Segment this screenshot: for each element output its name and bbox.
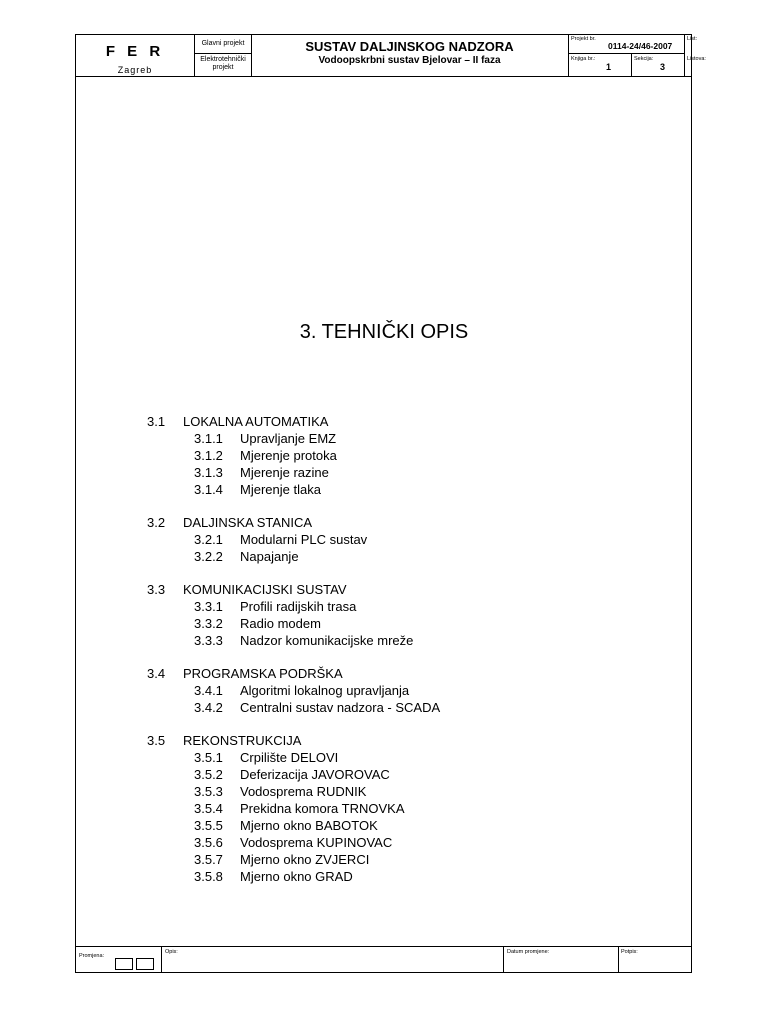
toc-subsection-number: 3.5.7 [194, 852, 223, 867]
description-label: Opis: [165, 949, 178, 955]
header-divider [684, 35, 685, 76]
toc-subsection-title: Vodosprema KUPINOVAC [240, 835, 393, 850]
change-date-label: Datum promjene: [507, 949, 550, 955]
toc-subsection-number: 3.3.2 [194, 616, 223, 631]
project-type-electrical: Elektrotehnički projekt [200, 56, 246, 71]
toc-subsection [147, 615, 440, 632]
toc-subsection [147, 817, 440, 834]
toc-subsection-title: Napajanje [240, 549, 299, 564]
toc-subsection-number: 3.5.8 [194, 869, 223, 884]
toc-subsection-number: 3.1.4 [194, 482, 223, 497]
project-no-value: 0114-24/46-2007 [608, 41, 673, 51]
toc-subsection [147, 749, 440, 766]
toc-subsection-title: Algoritmi lokalnog upravljanja [240, 683, 410, 698]
footer-divider [503, 946, 504, 972]
toc-subsection-title: Mjerenje razine [240, 465, 329, 480]
toc-subsection [147, 682, 440, 699]
toc-section-title: DALJINSKA STANICA [183, 515, 313, 530]
toc-subsection [147, 766, 440, 783]
toc-subsection-title: Mjerno okno ZVJERCI [240, 852, 370, 867]
toc-subsection [147, 430, 440, 447]
toc-section [147, 732, 440, 749]
signature-label: Potpis: [621, 949, 638, 955]
header-divider [631, 53, 632, 76]
toc-subsection-number: 3.5.4 [194, 801, 223, 816]
toc-section-number: 3.5 [147, 733, 166, 748]
toc-subsection-number: 3.4.1 [194, 683, 223, 698]
toc-subsection-title: Prekidna komora TRNOVKA [240, 801, 405, 816]
toc-subsection [147, 851, 440, 868]
toc-section-number: 3.3 [147, 582, 166, 597]
toc-subsection-number: 3.3.1 [194, 599, 223, 614]
toc-subsection [147, 548, 440, 565]
toc-subsection-number: 3.1.3 [194, 465, 223, 480]
table-of-contents [147, 413, 440, 885]
toc-subsection-title: Upravljanje EMZ [240, 431, 337, 446]
toc-gap [147, 649, 440, 665]
toc-gap [147, 716, 440, 732]
toc-subsection [147, 834, 440, 851]
toc-subsection-number: 3.5.1 [194, 750, 223, 765]
toc-subsection [147, 699, 440, 716]
document-subtitle: Vodoopskrbni sustav Bjelovar – II faza [318, 55, 501, 66]
document-title: SUSTAV DALJINSKOG NADZORA [305, 39, 514, 54]
toc-subsection-title: Mjerno okno GRAD [240, 869, 353, 884]
change-box [115, 958, 133, 970]
toc-subsection-title: Nadzor komunikacijske mreže [240, 633, 414, 648]
project-type-main: Glavni projekt [201, 40, 245, 47]
toc-subsection-title: Deferizacija JAVOROVAC [240, 767, 390, 782]
footer-divider [618, 946, 619, 972]
project-no-label: Projekt br. [571, 36, 596, 42]
header-bottom-line [76, 76, 691, 77]
toc-subsection-number: 3.5.3 [194, 784, 223, 799]
section-heading: 3. TEHNIČKI OPIS [299, 321, 469, 343]
toc-section-number: 3.4 [147, 666, 166, 681]
section-label: Sekcija: [634, 56, 654, 62]
toc-section-title: KOMUNIKACIJSKI SUSTAV [183, 582, 347, 597]
institution-city: Zagreb [117, 65, 153, 75]
toc-subsection-title: Centralni sustav nadzora - SCADA [240, 700, 441, 715]
toc-subsection [147, 868, 440, 885]
toc-subsection-number: 3.1.2 [194, 448, 223, 463]
toc-subsection-title: Vodosprema RUDNIK [240, 784, 367, 799]
header-divider [568, 53, 684, 54]
toc-subsection [147, 783, 440, 800]
toc-subsection [147, 800, 440, 817]
book-label: Knjiga br.: [571, 56, 596, 62]
changes-label: Promjena: [79, 953, 105, 959]
toc-section-title: PROGRAMSKA PODRŠKA [183, 666, 343, 681]
toc-subsection [147, 464, 440, 481]
toc-subsection-title: Profili radijskih trasa [240, 599, 357, 614]
change-box [136, 958, 154, 970]
toc-subsection-number: 3.5.2 [194, 767, 223, 782]
toc-subsection-title: Mjerno okno BABOTOK [240, 818, 378, 833]
toc-subsection-title: Mjerenje tlaka [240, 482, 321, 497]
header-divider [194, 53, 251, 54]
toc-subsection-title: Mjerenje protoka [240, 448, 337, 463]
toc-subsection-title: Radio modem [240, 616, 321, 631]
institution-name: F E R [105, 43, 165, 60]
toc-section [147, 581, 440, 598]
toc-subsection-number: 3.3.3 [194, 633, 223, 648]
toc-subsection-title: Modularni PLC sustav [240, 532, 368, 547]
toc-gap [147, 498, 440, 514]
toc-subsection [147, 598, 440, 615]
toc-section [147, 665, 440, 682]
toc-subsection [147, 447, 440, 464]
toc-subsection-number: 3.5.5 [194, 818, 223, 833]
toc-subsection [147, 531, 440, 548]
toc-section-number: 3.1 [147, 414, 166, 429]
toc-subsection [147, 481, 440, 498]
toc-subsection-number: 3.4.2 [194, 700, 223, 715]
toc-subsection-number: 3.2.1 [194, 532, 223, 547]
header-divider [568, 35, 569, 76]
toc-section-title: REKONSTRUKCIJA [183, 733, 302, 748]
toc-subsection-number: 3.5.6 [194, 835, 223, 850]
toc-section-title: LOKALNA AUTOMATIKA [183, 414, 329, 429]
sheets-label: Listova: [687, 56, 706, 62]
sheet-label: List: [687, 36, 698, 42]
footer-top-line [76, 946, 691, 947]
toc-section [147, 514, 440, 531]
section-value: 3 [660, 62, 666, 72]
toc-section-number: 3.2 [147, 515, 166, 530]
toc-subsection-number: 3.1.1 [194, 431, 223, 446]
toc-subsection-title: Crpilište DELOVI [240, 750, 339, 765]
toc-subsection-number: 3.2.2 [194, 549, 223, 564]
toc-section [147, 413, 440, 430]
toc-gap [147, 565, 440, 581]
book-value: 1 [606, 62, 612, 72]
toc-subsection [147, 632, 440, 649]
footer-divider [161, 946, 162, 972]
